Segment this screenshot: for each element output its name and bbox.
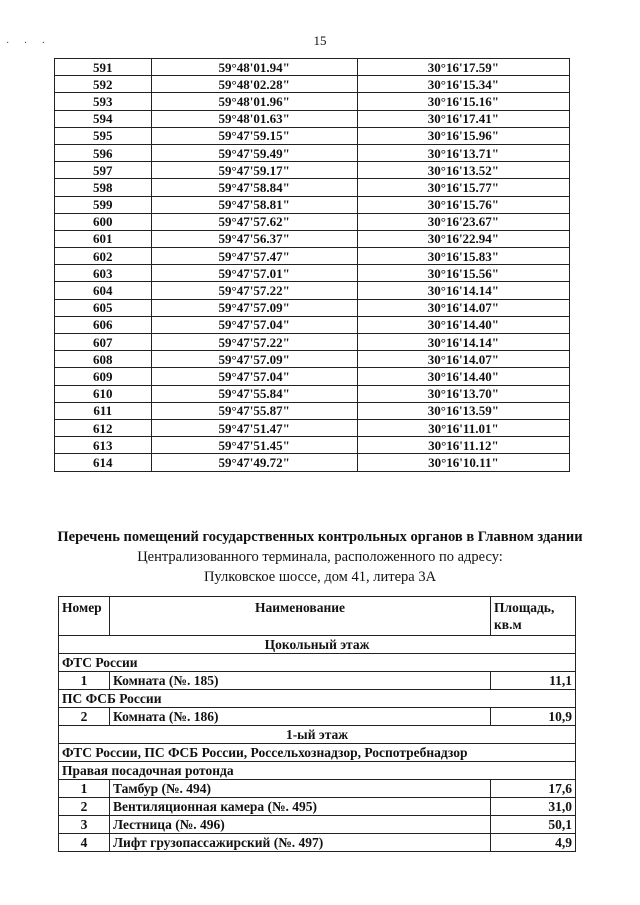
room-row xyxy=(59,708,576,726)
point-number: 605 xyxy=(55,299,152,316)
floor-label: Цокольный этаж xyxy=(59,636,576,654)
longitude: 30°16'15.56" xyxy=(357,265,569,282)
coord-row xyxy=(55,334,570,351)
point-number: 597 xyxy=(55,162,152,179)
room-number: 4 xyxy=(59,834,110,852)
room-name: Лифт грузопассажирский (№. 497) xyxy=(110,834,491,852)
room-number: 1 xyxy=(59,672,110,690)
floor-row xyxy=(59,636,576,654)
latitude: 59°47'57.09" xyxy=(151,299,357,316)
latitude: 59°47'57.22" xyxy=(151,334,357,351)
point-number: 609 xyxy=(55,368,152,385)
point-number: 596 xyxy=(55,144,152,161)
longitude: 30°16'13.52" xyxy=(357,162,569,179)
room-name: Вентиляционная камера (№. 495) xyxy=(110,798,491,816)
point-number: 604 xyxy=(55,282,152,299)
coord-row xyxy=(55,230,570,247)
point-number: 612 xyxy=(55,419,152,436)
latitude: 59°47'57.09" xyxy=(151,351,357,368)
point-number: 601 xyxy=(55,230,152,247)
room-row xyxy=(59,798,576,816)
longitude: 30°16'11.01" xyxy=(357,419,569,436)
latitude: 59°47'59.15" xyxy=(151,127,357,144)
coord-row xyxy=(55,265,570,282)
longitude: 30°16'15.76" xyxy=(357,196,569,213)
point-number: 610 xyxy=(55,385,152,402)
coord-row xyxy=(55,179,570,196)
room-name: Комната (№. 185) xyxy=(110,672,491,690)
longitude: 30°16'10.11" xyxy=(357,454,569,471)
latitude: 59°47'57.01" xyxy=(151,265,357,282)
coord-row xyxy=(55,59,570,76)
scan-marks: · · · xyxy=(6,38,51,49)
room-number: 1 xyxy=(59,780,110,798)
point-number: 600 xyxy=(55,213,152,230)
latitude: 59°47'55.84" xyxy=(151,385,357,402)
point-number: 614 xyxy=(55,454,152,471)
latitude: 59°47'51.45" xyxy=(151,437,357,454)
point-number: 606 xyxy=(55,316,152,333)
header-name: Наименование xyxy=(110,597,491,636)
point-number: 595 xyxy=(55,127,152,144)
room-number: 2 xyxy=(59,798,110,816)
point-number: 608 xyxy=(55,351,152,368)
longitude: 30°16'15.16" xyxy=(357,93,569,110)
longitude: 30°16'22.94" xyxy=(357,230,569,247)
longitude: 30°16'13.59" xyxy=(357,402,569,419)
longitude: 30°16'15.77" xyxy=(357,179,569,196)
latitude: 59°48'01.96" xyxy=(151,93,357,110)
caption-line-1: Перечень помещений государственных контрольных органов в Главном здании xyxy=(57,529,583,545)
longitude: 30°16'15.83" xyxy=(357,248,569,265)
header-area: Площадь, кв.м xyxy=(491,597,576,636)
latitude: 59°47'57.04" xyxy=(151,316,357,333)
coord-row xyxy=(55,110,570,127)
caption-line-2: Централизованного терминала, расположенного по адресу: xyxy=(137,549,503,565)
latitude: 59°47'59.17" xyxy=(151,162,357,179)
coord-row xyxy=(55,282,570,299)
latitude: 59°47'57.22" xyxy=(151,282,357,299)
room-area: 50,1 xyxy=(491,816,576,834)
coordinates-table xyxy=(54,58,570,472)
point-number: 592 xyxy=(55,76,152,93)
coord-row xyxy=(55,351,570,368)
longitude: 30°16'11.12" xyxy=(357,437,569,454)
point-number: 602 xyxy=(55,248,152,265)
room-row xyxy=(59,816,576,834)
longitude: 30°16'17.41" xyxy=(357,110,569,127)
coord-row xyxy=(55,213,570,230)
coord-row xyxy=(55,196,570,213)
latitude: 59°47'58.81" xyxy=(151,196,357,213)
floor-row xyxy=(59,726,576,744)
latitude: 59°47'55.87" xyxy=(151,402,357,419)
room-area: 10,9 xyxy=(491,708,576,726)
point-number: 613 xyxy=(55,437,152,454)
coord-row xyxy=(55,299,570,316)
point-number: 598 xyxy=(55,179,152,196)
group-label: ФТС России xyxy=(59,654,576,672)
group-row xyxy=(59,654,576,672)
latitude: 59°47'59.49" xyxy=(151,144,357,161)
longitude: 30°16'23.67" xyxy=(357,213,569,230)
point-number: 594 xyxy=(55,110,152,127)
group-row xyxy=(59,744,576,762)
group-row xyxy=(59,690,576,708)
coord-row xyxy=(55,437,570,454)
longitude: 30°16'14.07" xyxy=(357,351,569,368)
group-row xyxy=(59,762,576,780)
coord-row xyxy=(55,454,570,471)
point-number: 599 xyxy=(55,196,152,213)
latitude: 59°47'56.37" xyxy=(151,230,357,247)
latitude: 59°47'51.47" xyxy=(151,419,357,436)
coord-row xyxy=(55,162,570,179)
room-number: 2 xyxy=(59,708,110,726)
longitude: 30°16'17.59" xyxy=(357,59,569,76)
latitude: 59°48'01.94" xyxy=(151,59,357,76)
coord-row xyxy=(55,248,570,265)
latitude: 59°48'01.63" xyxy=(151,110,357,127)
latitude: 59°47'57.04" xyxy=(151,368,357,385)
coord-row xyxy=(55,144,570,161)
room-number: 3 xyxy=(59,816,110,834)
point-number: 593 xyxy=(55,93,152,110)
point-number: 607 xyxy=(55,334,152,351)
point-number: 611 xyxy=(55,402,152,419)
rooms-caption xyxy=(0,527,640,587)
point-number: 603 xyxy=(55,265,152,282)
longitude: 30°16'14.14" xyxy=(357,334,569,351)
longitude: 30°16'14.07" xyxy=(357,299,569,316)
coord-row xyxy=(55,76,570,93)
rooms-table xyxy=(58,596,576,852)
page-number: 15 xyxy=(313,33,327,48)
longitude: 30°16'14.14" xyxy=(357,282,569,299)
coord-row xyxy=(55,402,570,419)
room-row xyxy=(59,834,576,852)
coord-row xyxy=(55,385,570,402)
room-area: 31,0 xyxy=(491,798,576,816)
room-row xyxy=(59,672,576,690)
point-number: 591 xyxy=(55,59,152,76)
coord-row xyxy=(55,316,570,333)
group-label: Правая посадочная ротонда xyxy=(59,762,576,780)
longitude: 30°16'15.96" xyxy=(357,127,569,144)
longitude: 30°16'15.34" xyxy=(357,76,569,93)
latitude: 59°47'49.72" xyxy=(151,454,357,471)
coord-row xyxy=(55,93,570,110)
room-area: 11,1 xyxy=(491,672,576,690)
rooms-header-row xyxy=(59,597,576,636)
latitude: 59°47'58.84" xyxy=(151,179,357,196)
group-label: ФТС России, ПС ФСБ России, Россельхознадзор, Роспотребнадзор xyxy=(59,744,576,762)
group-label: ПС ФСБ России xyxy=(59,690,576,708)
coord-row xyxy=(55,127,570,144)
caption-line-3: Пулковское шоссе, дом 41, литера 3А xyxy=(203,569,437,585)
room-row xyxy=(59,780,576,798)
longitude: 30°16'13.70" xyxy=(357,385,569,402)
coord-row xyxy=(55,368,570,385)
room-area: 4,9 xyxy=(491,834,576,852)
latitude: 59°47'57.62" xyxy=(151,213,357,230)
room-area: 17,6 xyxy=(491,780,576,798)
latitude: 59°47'57.47" xyxy=(151,248,357,265)
latitude: 59°48'02.28" xyxy=(151,76,357,93)
longitude: 30°16'14.40" xyxy=(357,368,569,385)
room-name: Тамбур (№. 494) xyxy=(110,780,491,798)
coord-row xyxy=(55,419,570,436)
room-name: Лестница (№. 496) xyxy=(110,816,491,834)
header-number: Номер xyxy=(59,597,110,636)
longitude: 30°16'14.40" xyxy=(357,316,569,333)
longitude: 30°16'13.71" xyxy=(357,144,569,161)
floor-label: 1-ый этаж xyxy=(59,726,576,744)
room-name: Комната (№. 186) xyxy=(110,708,491,726)
